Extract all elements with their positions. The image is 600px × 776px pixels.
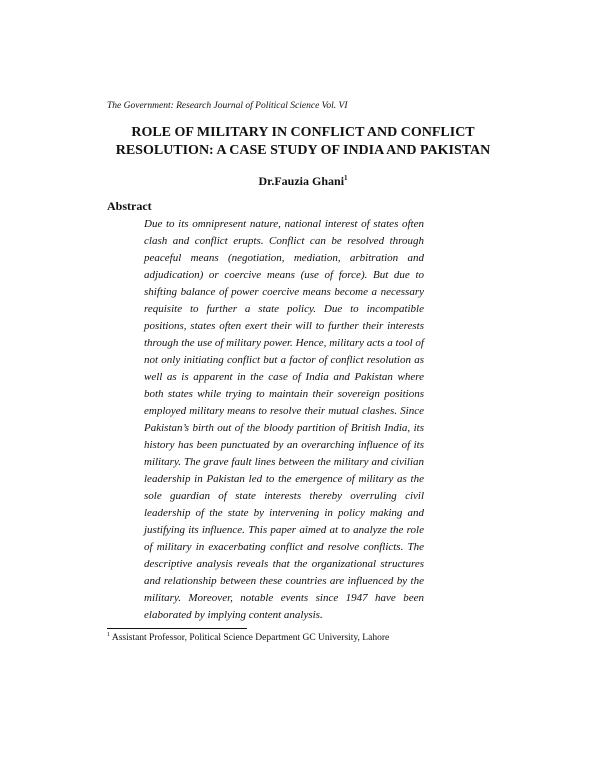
author-footnote-marker[interactable]: 1 <box>344 174 348 182</box>
footnote <box>107 633 389 643</box>
author-line <box>107 174 499 189</box>
footnote-text: Assistant Professor, Political Science Department GC University, Lahore <box>110 633 390 643</box>
running-header: The Government: Research Journal of Political Science Vol. VI <box>107 101 348 111</box>
author-name: Dr.Fauzia Ghani <box>258 174 345 188</box>
article-title-line-2: RESOLUTION: A CASE STUDY OF INDIA AND PAKISTAN <box>115 143 491 158</box>
abstract-heading: Abstract <box>107 199 152 213</box>
article-title <box>107 124 499 160</box>
footnote-divider <box>107 628 247 629</box>
footnote-marker: 1 <box>107 631 110 638</box>
article-title-line-1: ROLE OF MILITARY IN CONFLICT AND CONFLICT <box>131 125 475 140</box>
abstract-text: Due to its omnipresent nature, national interest of states often clash and conflict erupts. Conflict can be resolved through peaceful means (negotiation, mediation, arbitration and adjudication) or coercive means (use of force). But due to shifting balance of power coercive means become a necessary requisite to further a state policy. Due to incompatible positions, states often exert their will to further their interests through the use of military power. Hence, military acts a tool of not only initiating conflict but a factor of conflict resolution as well as is apparent in the case of India and Pakistan where both states while trying to maintain their sovereign positions employed military means to resolve their mutual clashes. Since Pakistan’s birth out of the bloody partition of British India, its history has been punctuated by an overarching influence of its military. The grave fault lines between the military and civilian leadership in Pakistan led to the emergence of military as the sole guardian of state interests thereby overruling civil leadership of the state by intervening in policy making and justifying its influence. This paper aimed at to analyze the role of military in exacerbating conflict and resolve conflicts. The descriptive analysis reveals that the organizational structures and relationship between these countries are influenced by the military. Moreover, notable events since 1947 have been elaborated by implying content analysis. <box>144 218 424 621</box>
